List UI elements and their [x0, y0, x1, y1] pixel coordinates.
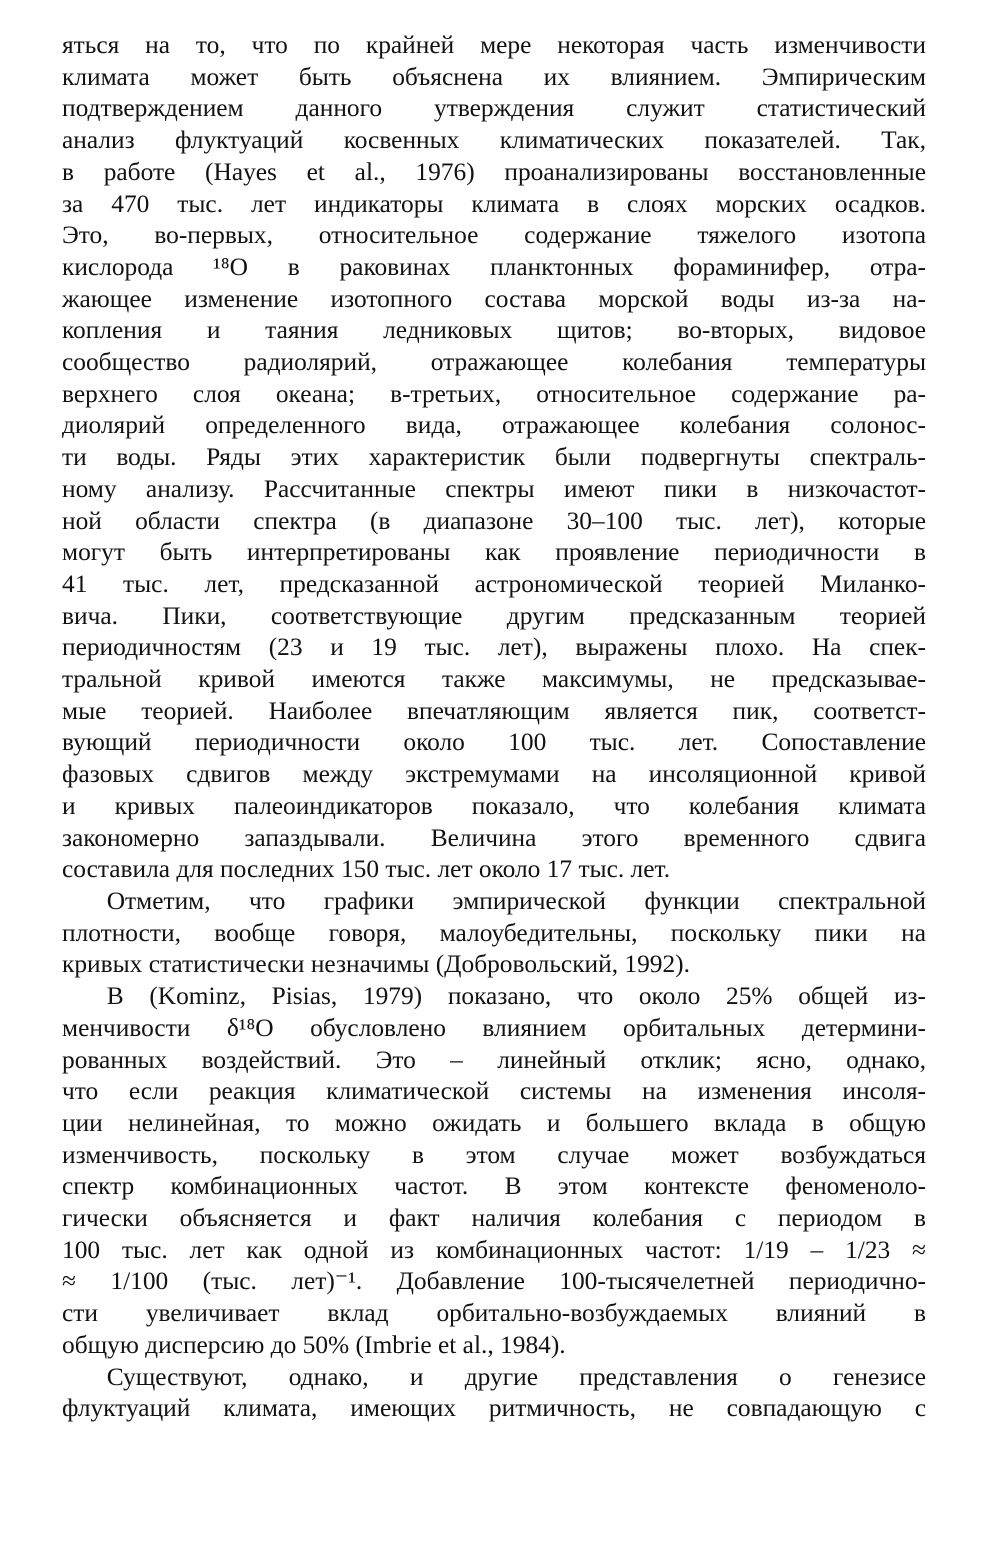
- text-line: гически объясняется и факт наличия колебания с периодом в: [62, 1204, 926, 1233]
- text-line: 100 тыс. лет как одной из комбинационных частот: 1/19 – 1/23 ≈: [62, 1235, 926, 1264]
- text-line: яться на то, что по крайней мере некоторая часть изменчивости: [62, 31, 926, 59]
- text-line: В (Kominz, Pisias, 1979) показано, что около 25% общей из-: [106, 982, 926, 1011]
- text-line: изменчивость, поскольку в этом случае может возбуждаться: [62, 1140, 926, 1169]
- text-line: что если реакция климатической системы на изменения инсоля-: [62, 1077, 926, 1106]
- text-line: подтверждением данного утверждения служит статистический: [62, 94, 926, 123]
- text-line: ному анализу. Рассчитанные спектры имеют пики в низкочастот-: [62, 474, 926, 503]
- paragraph: [62, 886, 926, 981]
- text-line: ции нелинейная, то можно ожидать и большего вклада в общую: [62, 1108, 926, 1137]
- paragraph: [62, 1362, 926, 1425]
- text-line: и кривых палеоиндикаторов показало, что колебания климата: [62, 791, 926, 820]
- text-line: в работе (Hayes et al., 1976) проанализированы восстановленные: [62, 157, 926, 186]
- text-line: рованных воздействий. Это – линейный отклик; ясно, однако,: [62, 1045, 926, 1074]
- text-line: копления и таяния ледниковых щитов; во-вторых, видовое: [62, 316, 926, 345]
- text-line: ≈ 1/100 (тыс. лет)⁻¹. Добавление 100-тысячелетней периодично-: [62, 1267, 926, 1296]
- text-line: фазовых сдвигов между экстремумами на инсоляционной кривой: [62, 760, 926, 789]
- text-line: мые теорией. Наиболее впечатляющим является пик, соответст-: [62, 696, 926, 725]
- text-line: Существуют, однако, и другие представления о генезисе: [106, 1362, 926, 1391]
- text-line: Это, во-первых, относительное содержание тяжелого изотопа: [62, 221, 926, 250]
- text-line: флуктуаций климата, имеющих ритмичность, не совпадающую с: [62, 1394, 926, 1423]
- text-line: менчивости δ¹⁸O обусловлено влиянием орбитальных детермини-: [62, 1013, 926, 1042]
- text-line: Отметим, что графики эмпирической функции спектральной: [106, 886, 926, 915]
- text-line: жающее изменение изотопного состава морской воды из-за на-: [62, 284, 926, 313]
- text-line: общую дисперсию до 50% (Imbrie et al., 1984).: [62, 1330, 566, 1359]
- text-line: верхнего слоя океана; в-третьих, относительное содержание ра-: [62, 379, 926, 408]
- text-line: 41 тыс. лет, предсказанной астрономической теорией Миланко-: [62, 569, 926, 598]
- text-line: ной области спектра (в диапазоне 30–100 тыс. лет), которые: [62, 506, 926, 535]
- paragraph: [62, 30, 926, 886]
- text-line: климата может быть объяснена их влиянием. Эмпирическим: [62, 62, 926, 91]
- text-line: закономерно запаздывали. Величина этого временного сдвига: [62, 823, 926, 852]
- paragraph: [62, 981, 926, 1361]
- text-line: сти увеличивает вклад орбитально-возбуждаемых влияний в: [62, 1299, 926, 1328]
- text-line: составила для последних 150 тыс. лет около 17 тыс. лет.: [62, 855, 671, 884]
- text-line: сообщество радиолярий, отражающее колебания температуры: [62, 348, 926, 377]
- text-line: могут быть интерпретированы как проявление периодичности в: [62, 538, 926, 567]
- body-text: [62, 30, 926, 1425]
- text-line: ти воды. Ряды этих характеристик были подвергнуты спектраль-: [62, 443, 926, 472]
- text-line: за 470 тыс. лет индикаторы климата в слоях морских осадков.: [62, 189, 926, 218]
- text-line: периодичностям (23 и 19 тыс. лет), выражены плохо. На спек-: [62, 633, 926, 662]
- text-line: вича. Пики, соответствующие другим предсказанным теорией: [62, 601, 926, 630]
- text-line: кривых статистически незначимы (Добровольский, 1992).: [62, 950, 690, 979]
- text-line: диолярий определенного вида, отражающее колебания солонос-: [62, 411, 926, 440]
- text-line: плотности, вообще говоря, малоубедительны, поскольку пики на: [62, 918, 926, 947]
- text-line: кислорода ¹⁸O в раковинах планктонных фораминифер, отра-: [62, 252, 926, 281]
- text-line: тральной кривой имеются также максимумы, не предсказывае-: [62, 665, 926, 694]
- text-line: вующий периодичности около 100 тыс. лет. Сопоставление: [62, 728, 926, 757]
- text-line: спектр комбинационных частот. В этом контексте феноменоло-: [62, 1172, 926, 1201]
- text-line: анализ флуктуаций косвенных климатических показателей. Так,: [62, 126, 926, 155]
- document-page: [62, 30, 926, 1425]
